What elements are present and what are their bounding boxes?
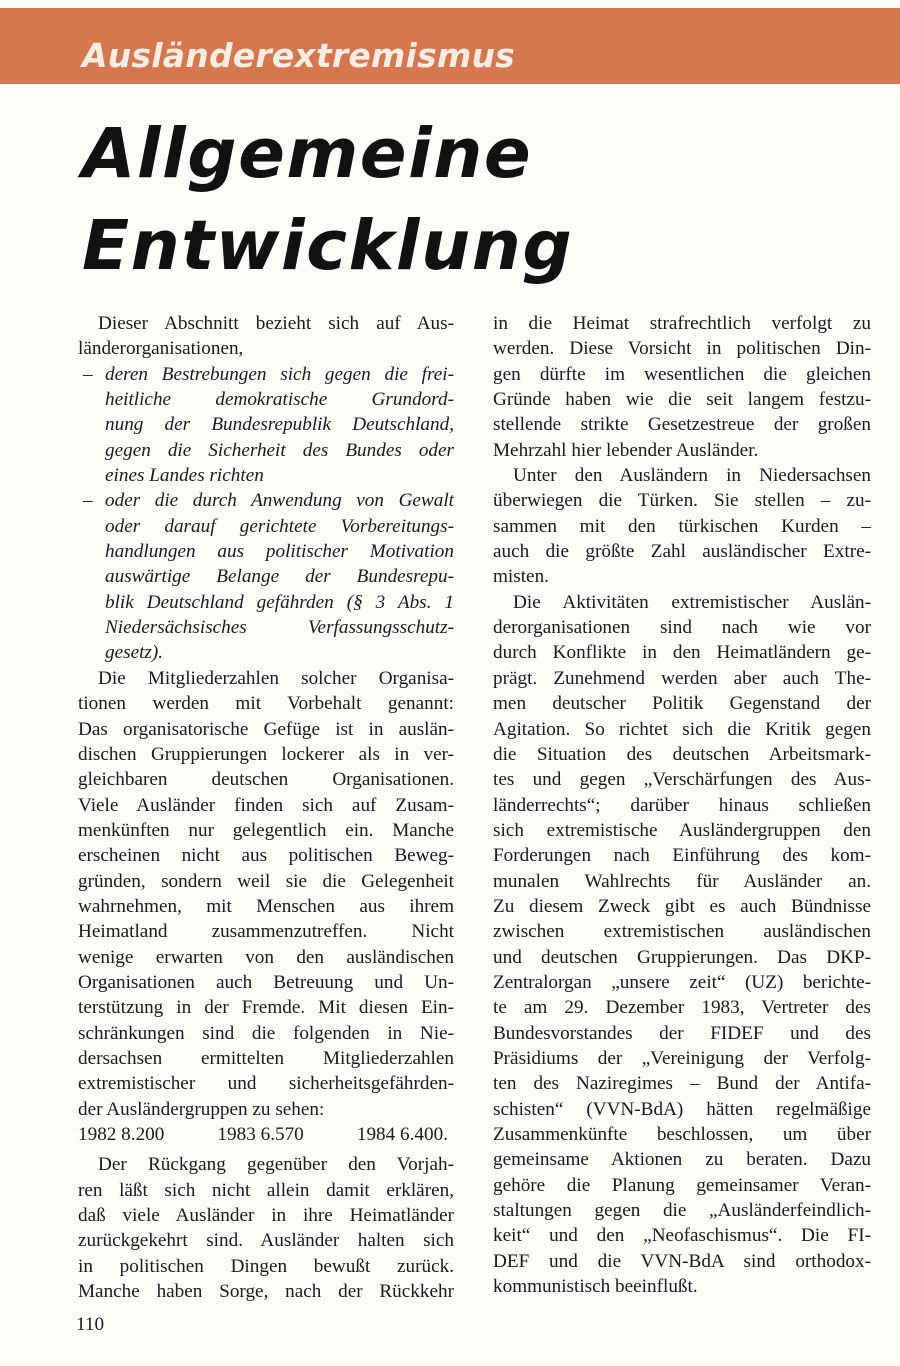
text-line: gen dürfte im wesentlichen die gleichen — [493, 363, 871, 385]
text-line: Forderungen nach Einführung des kom- — [493, 845, 871, 867]
text-line: munalen Wahlrechts für Ausländer an. — [493, 870, 871, 892]
text-line: ten des Naziregimes – Bund der Antifa- — [493, 1073, 871, 1095]
text-line: men deutscher Politik Gegenstand der — [493, 693, 871, 715]
criterion-2 — [78, 488, 454, 665]
text-line: schisten“ (VVN-BdA) hätten regelmäßige — [493, 1098, 871, 1120]
text-line: zwischen extremistischen ausländischen — [493, 921, 871, 943]
text-line: in politischen Dingen bewußt zurück. — [78, 1255, 454, 1277]
decline-paragraph — [78, 1152, 454, 1304]
text-line: die Situation des deutschen Arbeitsmark- — [493, 743, 871, 765]
text-line: Niedersächsisches Verfassungsschutz- — [105, 617, 454, 639]
stat-1983: 1983 6.570 — [217, 1124, 304, 1145]
text-line: kommunistisch beeinflußt. — [493, 1276, 698, 1298]
text-line: Organisationen auch Betreuung und Un- — [78, 971, 454, 993]
text-line: extremistischer und sicherheitsgefährden- — [78, 1073, 454, 1095]
text-line: Zentralorgan „unsere zeit“ (UZ) berichte- — [493, 971, 871, 993]
text-line: schränkungen sind die folgenden in Nie- — [78, 1022, 454, 1044]
text-line: länderorganisationen, — [78, 338, 244, 360]
text-line: werden. Diese Vorsicht in politischen Din- — [493, 338, 871, 360]
section-title: Ausländerextremismus — [82, 36, 515, 75]
membership-paragraph — [78, 666, 454, 1122]
text-line: gründen, sondern weil sie die Gelegenheit — [78, 870, 454, 892]
text-line: auswärtige Belange der Bundesrepu- — [105, 566, 454, 588]
text-line: misten. — [493, 566, 549, 588]
text-line: dersachsen ermittelten Mitgliederzahlen — [78, 1047, 454, 1069]
text-line: Viele Ausländer finden sich auf Zusam- — [78, 794, 454, 816]
text-line: keit“ und den „Neofaschismus“. Die FI- — [493, 1225, 871, 1247]
continuation-paragraph — [493, 311, 871, 463]
dash-marker — [83, 488, 93, 513]
text-line: derorganisationen sind nach wie vor — [493, 617, 871, 639]
text-line: Heimatland zusammenzutreffen. Nicht — [78, 921, 454, 943]
text-line: gesetz). — [105, 642, 164, 664]
text-line: ren läßt sich nicht allein damit erklären, — [78, 1179, 454, 1201]
text-line: handlungen aus politischer Motivation — [105, 541, 454, 563]
text-line: Agitation. So richtet sich die Kritik gegen — [493, 718, 871, 740]
text-line: Unter den Ausländern in Niedersachsen — [513, 465, 871, 487]
text-line: gehöre die Planung gemeinsamer Veran- — [493, 1174, 871, 1196]
page-number: 110 — [76, 1314, 105, 1335]
text-line: dischen Gruppierungen lockerer als in ver- — [78, 743, 454, 765]
text-line: in die Heimat strafrechtlich verfolgt zu — [493, 313, 871, 334]
text-line: länderrechts“; darüber hinaus schließen — [493, 794, 871, 816]
text-line: auch die größte Zahl ausländischer Extre- — [493, 541, 871, 563]
text-line: te am 29. Dezember 1983, Vertreter des — [493, 997, 871, 1019]
text-line: Der Rückgang gegenüber den Vorjah- — [98, 1154, 454, 1176]
stat-1982: 1982 8.200 — [78, 1124, 165, 1145]
text-line: menkünften nur gelegentlich ein. Manche — [78, 819, 454, 841]
text-line: daß viele Ausländer in ihre Heimatländer — [78, 1205, 454, 1227]
text-line: Manche haben Sorge, nach der Rückkehr — [78, 1281, 454, 1303]
right-text-column — [493, 311, 871, 1299]
text-line: der Ausländergruppen zu sehen: — [78, 1098, 325, 1120]
text-line: Mehrzahl hier lebender Ausländer. — [493, 439, 759, 461]
text-line: Die Mitgliederzahlen solcher Organisa- — [98, 667, 454, 689]
text-line: Präsidiums der „Vereinigung der Verfolg- — [493, 1047, 871, 1069]
text-line: Zu diesem Zweck gibt es auch Bündnisse — [493, 895, 871, 917]
text-line: stellende strikte Gesetzestreue der großen — [493, 414, 871, 436]
text-line: terstützung in der Fremde. Mit diesen Ein- — [78, 997, 454, 1019]
text-line: erscheinen nicht aus politischen Beweg- — [78, 845, 454, 867]
headline-line-1: Allgemeine — [82, 114, 533, 194]
text-line: tes und gegen „Verschärfungen des Aus- — [493, 769, 871, 791]
text-line: Dieser Abschnitt bezieht sich auf Aus- — [98, 313, 454, 334]
headline-line-2: Entwicklung — [82, 206, 574, 286]
text-line: durch Konflikte in den Heimatländern ge- — [493, 642, 871, 664]
text-line: wahrnehmen, mit Menschen aus ihrem — [78, 895, 454, 917]
text-line: überwiegen die Türken. Sie stellen – zu- — [493, 490, 871, 512]
text-line: sich extremistische Ausländergruppen den — [493, 819, 871, 841]
text-line: Gründe haben wie die seit langem festzu- — [493, 389, 871, 411]
activities-paragraph — [493, 590, 871, 1300]
text-line: eines Landes richten — [105, 465, 264, 487]
text-line: blik Deutschland gefährden (§ 3 Abs. 1 — [105, 591, 454, 613]
text-line: oder darauf gerichtete Vorbereitungs- — [105, 515, 454, 537]
text-line: prägt. Zunehmend werden aber auch The- — [493, 667, 871, 689]
page-headline — [82, 108, 573, 292]
left-text-column — [78, 311, 454, 1304]
text-line: heitliche demokratische Grundord- — [105, 389, 454, 411]
text-line: Bundesvorstandes der FIDEF und des — [493, 1022, 871, 1044]
text-line: – deren Bestrebungen sich gegen die frei- — [78, 362, 454, 387]
text-line: gleichbaren deutschen Organisationen. — [78, 769, 454, 791]
text-line: – oder die durch Anwendung von Gewalt — [78, 488, 454, 513]
criterion-1 — [78, 362, 454, 489]
text-line: und deutschen Gruppierungen. Das DKP- — [493, 946, 871, 968]
text-line: Die Aktivitäten extremistischer Auslän- — [513, 591, 871, 613]
text-line: wenige erwarten von den ausländischen — [78, 946, 454, 968]
stat-1984: 1984 6.400. — [356, 1124, 448, 1145]
text-line: sammen mit den türkischen Kurden – — [493, 515, 871, 537]
turks-paragraph — [493, 463, 871, 590]
section-banner — [0, 8, 900, 84]
intro-paragraph — [78, 311, 454, 362]
text-line: Zusammenkünfte beschlossen, um über — [493, 1124, 871, 1145]
text-line: nung der Bundesrepublik Deutschland, — [105, 414, 454, 436]
text-line: gegen die Sicherheit des Bundes oder — [105, 439, 454, 461]
membership-stats — [78, 1122, 454, 1147]
text-line: DEF und die VVN-BdA sind orthodox- — [493, 1250, 871, 1272]
text-line: Das organisatorische Gefüge ist in auslän- — [78, 718, 454, 740]
text-line: zurückgekehrt sind. Ausländer halten sich — [78, 1230, 454, 1252]
dash-marker — [83, 362, 93, 387]
text-line: gemeinsame Aktionen zu beraten. Dazu — [493, 1149, 871, 1171]
text-line: staltungen gegen die „Ausländerfeindlich- — [493, 1200, 871, 1222]
text-line: tionen werden mit Vorbehalt genannt: — [78, 693, 454, 715]
